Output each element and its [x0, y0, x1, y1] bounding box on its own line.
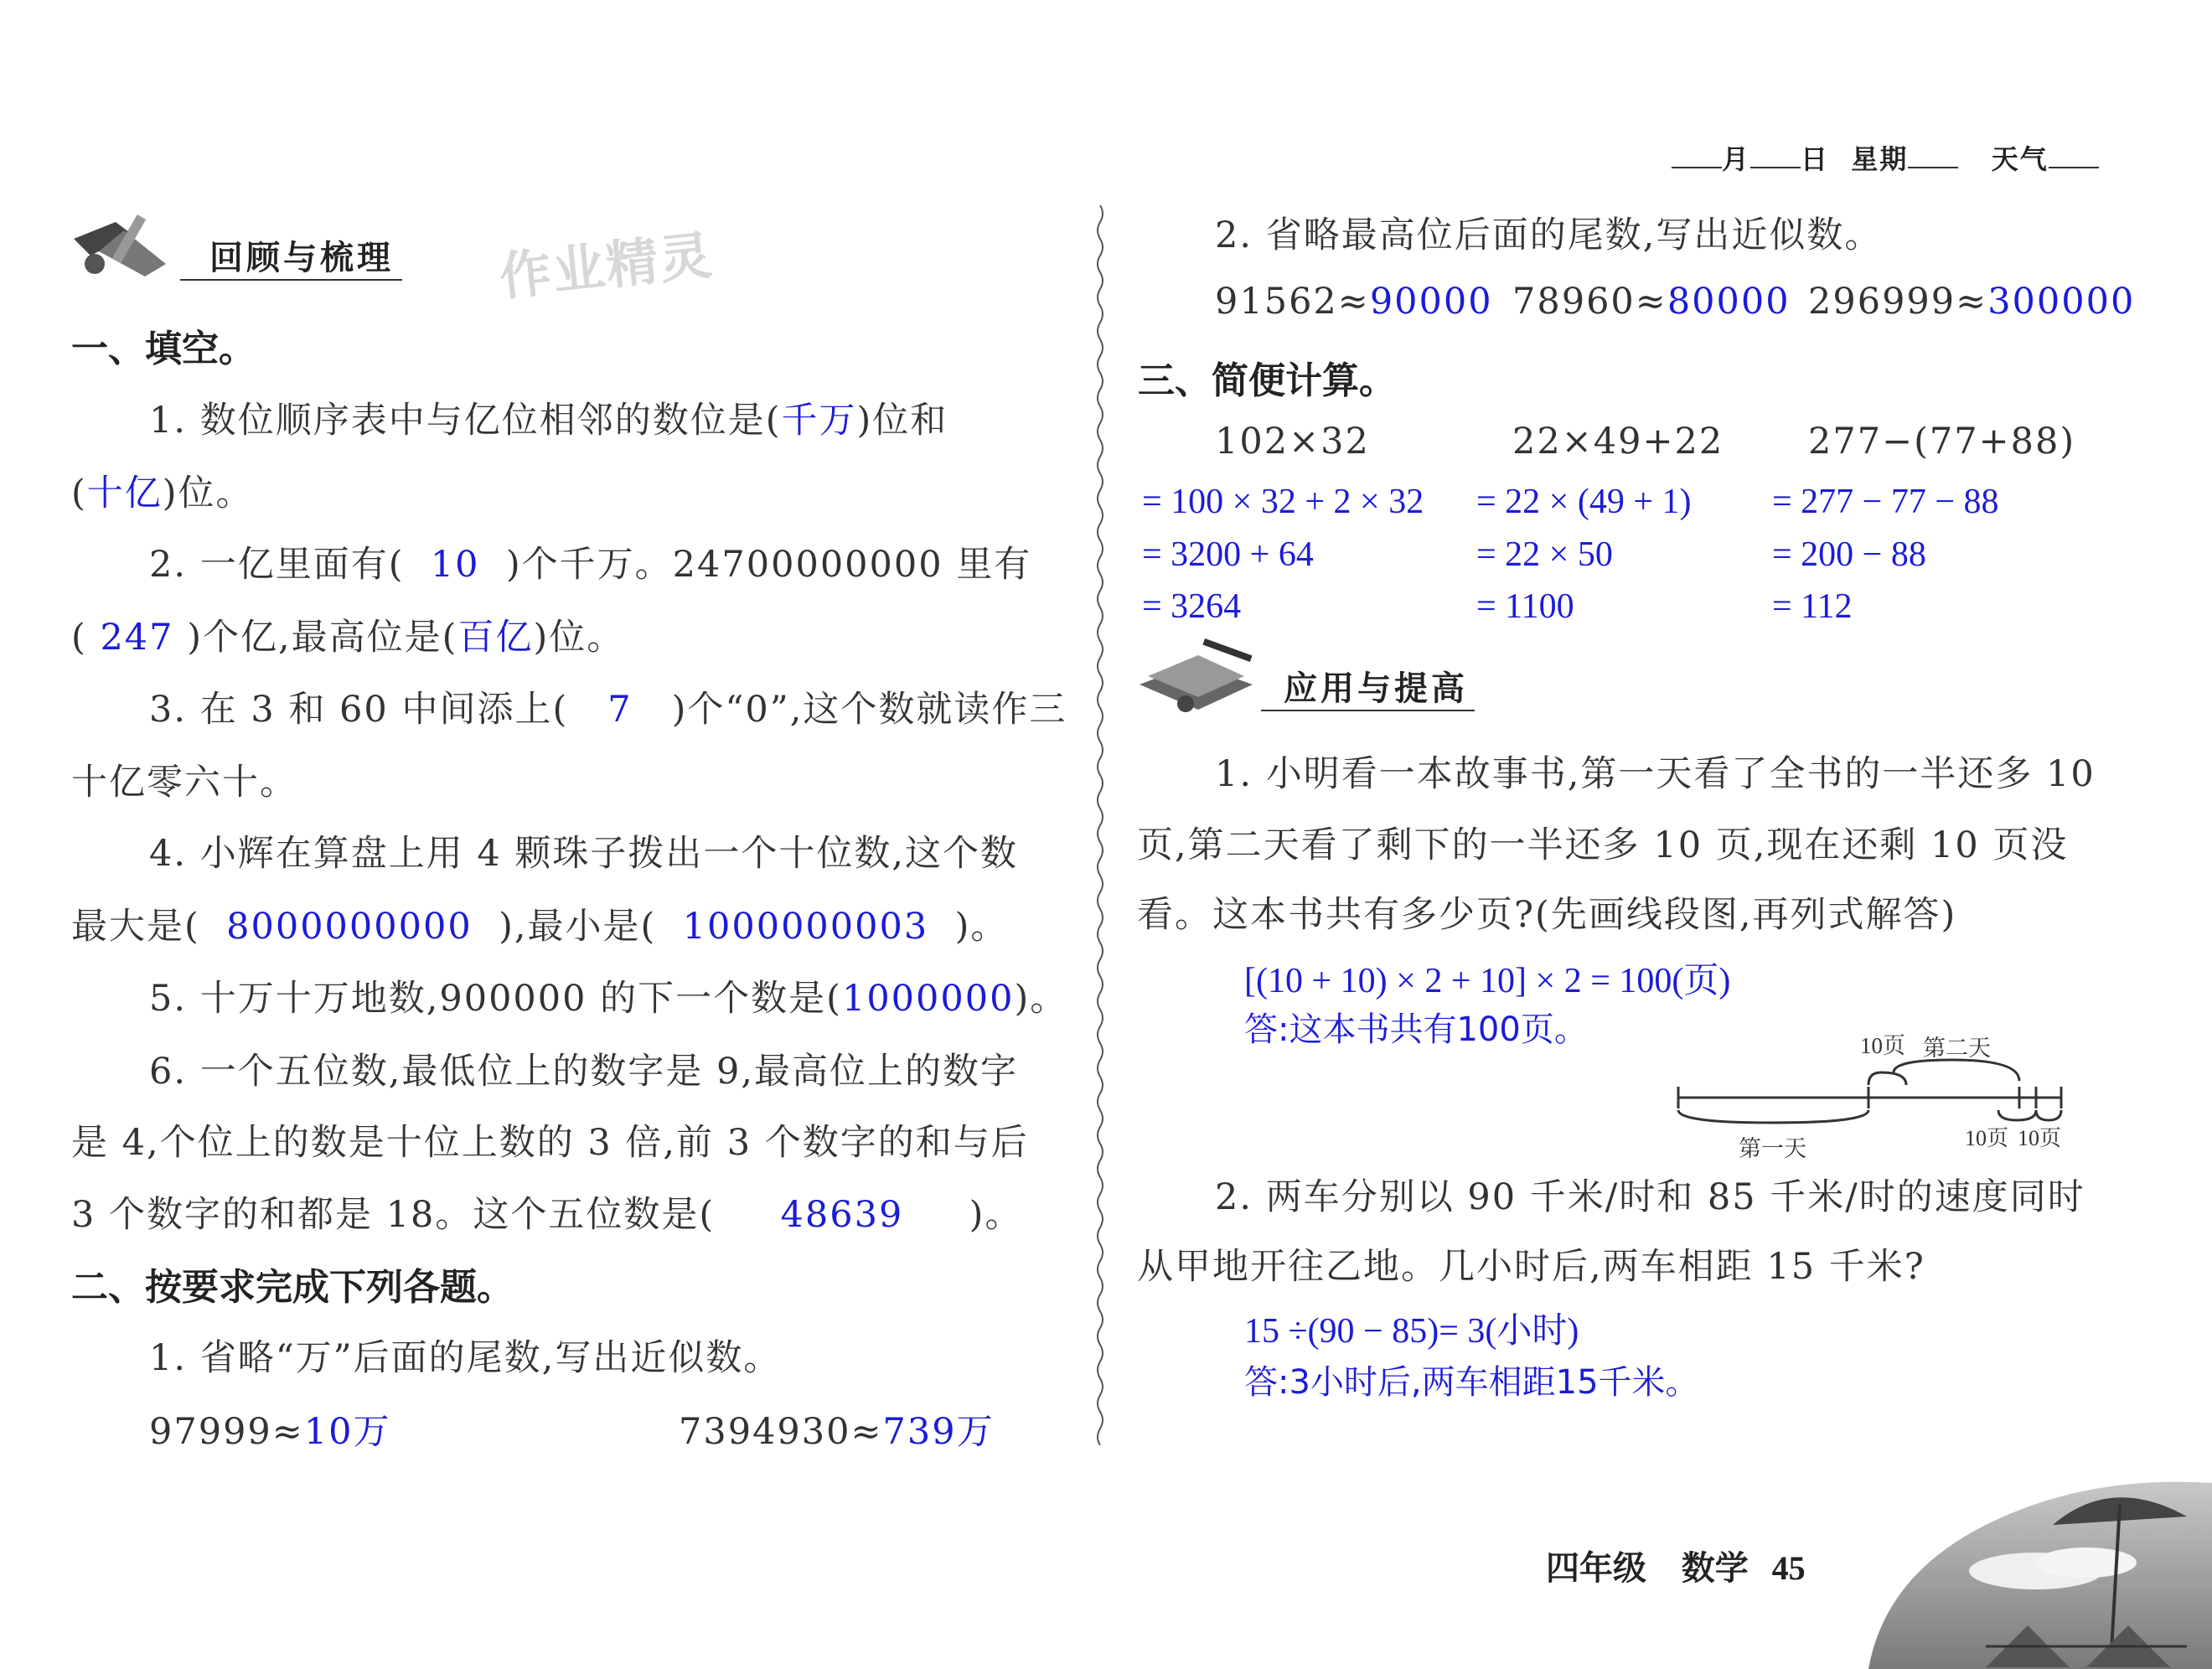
section-title-apply: 应用与提高 — [1284, 669, 1468, 708]
p2q2-text: 2. 省略最高位后面的尾数,写出近似数。 — [1215, 214, 1883, 256]
calc2-step2: = 22 × 50 — [1476, 535, 1613, 574]
beach-scene-illustration — [1835, 1424, 2212, 1669]
section-title-underline — [180, 279, 402, 281]
p2q2-item3: 296999≈300000 — [1808, 281, 2136, 323]
q6-line2: 是 4,个位上的数是十位上数的 3 倍,前 3 个数字的和与后 — [71, 1122, 1029, 1164]
q4-answer1: 8000000000 — [226, 906, 473, 948]
segment-diagram — [1663, 1018, 2082, 1165]
date-line — [1672, 138, 2099, 177]
a1-answer-expr: [(10 + 10) × 2 + 10] × 2 = 100(页) — [1244, 962, 1731, 1000]
calc1-step2: = 3200 + 64 — [1142, 535, 1314, 574]
q6-line1: 6. 一个五位数,最低位上的数字是 9,最高位上的数字 — [149, 1051, 1019, 1093]
q3-line1: 3. 在 3 和 60 中间添上( 7 )个“0”,这个数就读作三 — [149, 689, 1067, 731]
page-divider — [1093, 205, 1107, 1445]
q4-answer2: 1000000003 — [682, 906, 929, 948]
expr2: 22×49+22 — [1512, 421, 1724, 462]
q4-line1: 4. 小辉在算盘上用 4 颗珠子拨出一个十位数,这个数 — [149, 833, 1019, 875]
q1-line1: 1. 数位顺序表中与亿位相邻的数位是(千万)位和 — [149, 400, 948, 442]
p2q1-item2: 7394930≈739万 — [679, 1411, 995, 1453]
q1-answer1: 千万 — [781, 400, 857, 442]
calc2-step3: = 1100 — [1476, 587, 1574, 626]
weekday-label: 星期 — [1851, 143, 1909, 175]
p2q1-text: 1. 省略“万”后面的尾数,写出近似数。 — [149, 1337, 782, 1379]
tools-icon — [65, 205, 183, 281]
diagram-label-10ye-b2: 10页 — [2018, 1126, 2062, 1150]
part3-heading: 三、简便计算。 — [1138, 359, 1396, 402]
q6-line3: 3 个数字的和都是 18。这个五位数是( 48639 )。 — [71, 1194, 1023, 1236]
q3-line2: 十亿零六十。 — [71, 762, 297, 803]
q2-answer3: 百亿 — [457, 617, 534, 659]
a1-line3: 看。这本书共有多少页?(先画线段图,再列式解答) — [1137, 894, 1957, 936]
expr3: 277−(77+88) — [1808, 421, 2076, 462]
diagram-label-10ye-b1: 10页 — [1965, 1126, 2009, 1150]
a2-answer-expr: 15 ÷(90 − 85)= 3(小时) — [1244, 1312, 1579, 1351]
a2-line1: 2. 两车分别以 90 千米/时和 85 千米/时的速度同时 — [1215, 1176, 2085, 1218]
q2-answer2: 247 — [100, 617, 174, 659]
p2q1-item1: 97999≈10万 — [149, 1411, 391, 1453]
calc3-step3: = 112 — [1772, 587, 1853, 626]
day-label: 日 — [1801, 143, 1830, 175]
p2q1-answer2: 739万 — [882, 1411, 995, 1453]
p2q2-answer3: 300000 — [1987, 281, 2136, 323]
q4-line2: 最大是( 8000000000 ),最小是( 1000000003 )。 — [71, 906, 1009, 948]
a1-answer-text: 答:这本书共有100页。 — [1244, 1010, 1588, 1049]
page-number: 45 — [1771, 1549, 1806, 1587]
footer-subject: 数学 — [1681, 1549, 1749, 1588]
p2q2-answer1: 90000 — [1369, 281, 1493, 323]
q1-line2: (十亿)位。 — [71, 473, 254, 514]
calc1-step3: = 3264 — [1142, 587, 1242, 626]
p2q2-item1: 91562≈90000 — [1215, 281, 1493, 323]
section-title-underline-2 — [1261, 710, 1475, 711]
p2q1-answer1: 10万 — [303, 1411, 391, 1453]
calc1-step1: = 100 × 32 + 2 × 32 — [1142, 483, 1424, 521]
expr1: 102×32 — [1215, 421, 1370, 462]
diagram-label-day2: 第二天 — [1923, 1036, 1991, 1062]
a1-line2: 页,第二天看了剩下的一半还多 10 页,现在还剩 10 页没 — [1137, 824, 2069, 866]
section-title-review: 回顾与梳理 — [209, 239, 394, 277]
books-icon — [1135, 638, 1261, 714]
q2-line1: 2. 一亿里面有( 10 )个千万。24700000000 里有 — [149, 544, 1032, 586]
diagram-label-10ye-top: 10页 — [1860, 1033, 1905, 1058]
q5-answer: 1000000 — [841, 978, 1015, 1020]
q2-answer1: 10 — [430, 544, 480, 586]
weather-label: 天气 — [1991, 143, 2049, 175]
p2q2-answer2: 80000 — [1667, 281, 1791, 323]
q6-answer: 48639 — [780, 1194, 904, 1236]
part1-heading: 一、填空。 — [71, 328, 256, 370]
calc3-step1: = 277 − 77 − 88 — [1772, 483, 1999, 521]
q5-line: 5. 十万十万地数,900000 的下一个数是(1000000)。 — [149, 978, 1068, 1020]
a1-line1: 1. 小明看一本故事书,第一天看了全书的一半还多 10 — [1215, 753, 2096, 795]
footer — [1546, 1542, 1806, 1589]
diagram-label-day1: 第一天 — [1739, 1136, 1806, 1162]
q1-answer2: 十亿 — [86, 473, 163, 514]
a2-answer-text: 答:3小时后,两车相距15千米。 — [1244, 1363, 1699, 1402]
p2q2-item2: 78960≈80000 — [1512, 281, 1791, 323]
part2-heading: 二、按要求完成下列各题。 — [71, 1266, 514, 1309]
q2-line2: ( 247 )个亿,最高位是(百亿)位。 — [71, 617, 625, 659]
a2-line2: 从甲地开往乙地。几小时后,两车相距 15 千米? — [1137, 1246, 1925, 1288]
footer-grade: 四年级 — [1546, 1549, 1646, 1588]
q3-answer: 7 — [607, 689, 633, 731]
calc2-step1: = 22 × (49 + 1) — [1476, 483, 1692, 521]
watermark: 作业精灵 — [496, 224, 716, 308]
calc3-step2: = 200 − 88 — [1772, 535, 1926, 574]
month-label: 月 — [1722, 143, 1751, 175]
